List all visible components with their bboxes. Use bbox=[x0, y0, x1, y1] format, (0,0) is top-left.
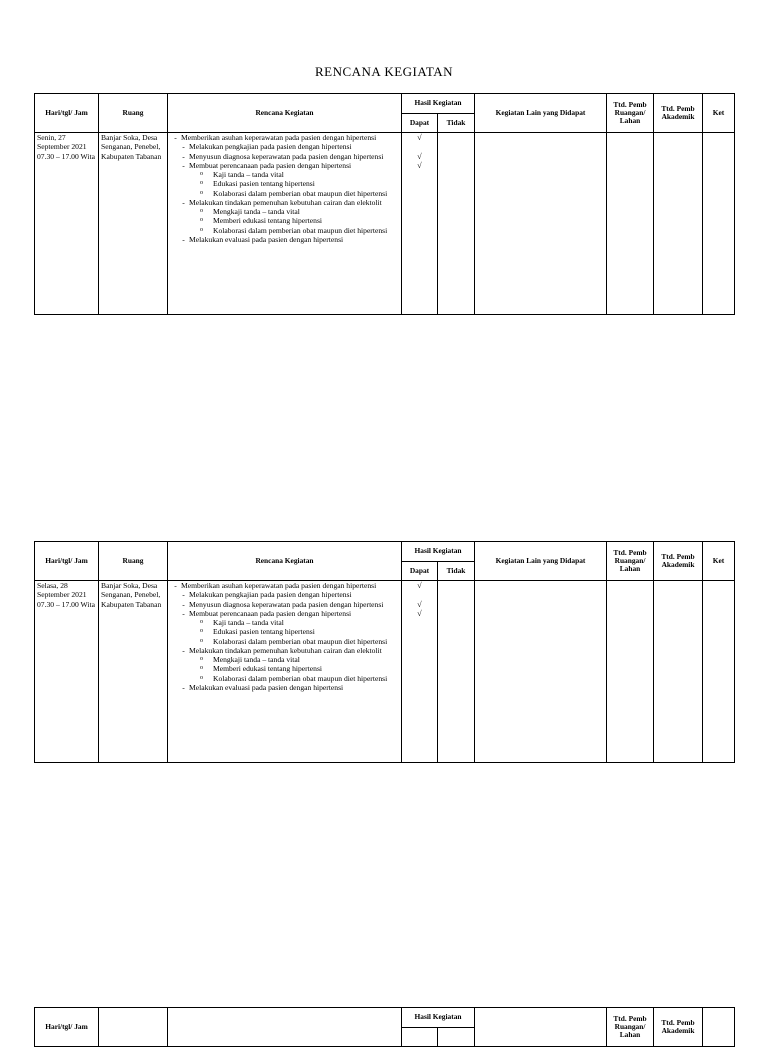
activity-subitem: o Mengkaji tanda – tanda vital bbox=[200, 655, 300, 664]
activity-item: - Membuat perencanaan pada pasien dengan hipertensi bbox=[182, 608, 352, 618]
activity-item: - Membuat perencanaan pada pasien dengan hipertensi bbox=[182, 160, 352, 170]
check-mark: √ bbox=[417, 581, 422, 590]
activity-table-2 bbox=[34, 541, 735, 763]
cell-ruang: Banjar Soka, Desa Senganan, Penebel, Kabupaten Tabanan bbox=[99, 133, 168, 315]
header-hari: Hari/tgl/ Jam bbox=[35, 94, 99, 133]
header-dapat: Dapat bbox=[402, 562, 438, 581]
header-ruang: Ruang bbox=[99, 542, 168, 581]
header-ttd-ruangan: Ttd. Pemb Ruangan/ Lahan bbox=[607, 1008, 654, 1047]
cell-hari bbox=[35, 581, 99, 763]
cell-ket bbox=[703, 133, 735, 315]
activity-subitem: o Edukasi pasien tentang hipertensi bbox=[200, 179, 315, 189]
document-title: RENCANA KEGIATAN bbox=[314, 64, 454, 79]
header-ruang: Ruang bbox=[99, 94, 168, 133]
cell-rencana bbox=[168, 133, 402, 315]
cell-rencana bbox=[168, 581, 402, 763]
header-ket bbox=[703, 1008, 735, 1047]
cell-ttd-akademik bbox=[654, 581, 703, 763]
activity-table-3 bbox=[34, 1007, 735, 1047]
activity-subitem: o Kolaborasi dalam pemberian obat maupun diet hipertensi bbox=[200, 673, 388, 683]
header-ttd-ruangan: Ttd. Pemb Ruangan/ Lahan bbox=[607, 94, 654, 133]
check-mark: √ bbox=[417, 599, 422, 609]
date-text: Senin, 27 September 2021 bbox=[37, 133, 87, 152]
check-mark: √ bbox=[417, 133, 422, 142]
header-tidak: Tidak bbox=[438, 562, 475, 581]
activity-subitem: o Kolaborasi dalam pemberian obat maupun diet hipertensi bbox=[200, 188, 388, 198]
activity-table-1 bbox=[34, 93, 735, 315]
header-ket: Ket bbox=[703, 94, 735, 133]
cell-ruang: Banjar Soka, Desa Senganan, Penebel, Kabupaten Tabanan bbox=[99, 581, 168, 763]
header-hasil: Hasil Kegiatan bbox=[402, 1008, 475, 1028]
check-mark: √ bbox=[417, 608, 422, 618]
header-rencana: Rencana Kegiatan bbox=[168, 94, 402, 133]
header-hari: Hari/tgl/ Jam bbox=[35, 1008, 99, 1047]
cell-lain bbox=[475, 133, 607, 315]
header-lain bbox=[475, 1008, 607, 1047]
activity-subitem: o Mengkaji tanda – tanda vital bbox=[200, 207, 300, 216]
activity-subitem: o Memberi edukasi tentang hipertensi bbox=[200, 664, 323, 674]
header-dapat: Dapat bbox=[402, 114, 438, 133]
cell-lain bbox=[475, 581, 607, 763]
activity-item: - Menyusun diagnosa keperawatan pada pasien dengan hipertensi bbox=[182, 599, 384, 609]
header-tidak: Tidak bbox=[438, 114, 475, 133]
activity-item: - Melakukan evaluasi pada pasien dengan hipertensi bbox=[182, 234, 344, 244]
header-hasil: Hasil Kegiatan bbox=[402, 94, 475, 114]
cell-tidak bbox=[438, 133, 475, 315]
time-text: 07.30 – 17.00 Wita bbox=[37, 599, 95, 609]
cell-ttd-akademik bbox=[654, 133, 703, 315]
cell-ket bbox=[703, 581, 735, 763]
header-dapat bbox=[402, 1028, 438, 1047]
activity-subitem: o Kolaborasi dalam pemberian obat maupun diet hipertensi bbox=[200, 636, 388, 646]
header-hari: Hari/tgl/ Jam bbox=[35, 542, 99, 581]
activity-subitem: o Memberi edukasi tentang hipertensi bbox=[200, 216, 323, 226]
check-mark: √ bbox=[417, 151, 422, 161]
date-text: Selasa, 28 September 2021 bbox=[37, 581, 87, 600]
header-ttd-ruangan: Ttd. Pemb Ruangan/ Lahan bbox=[607, 542, 654, 581]
activity-item: - Memberikan asuhan keperawatan pada pasien dengan hipertensi bbox=[174, 133, 377, 142]
cell-ttd-ruangan bbox=[607, 133, 654, 315]
header-lain: Kegiatan Lain yang Didapat bbox=[475, 94, 607, 133]
activity-subitem: o Kolaborasi dalam pemberian obat maupun diet hipertensi bbox=[200, 225, 388, 235]
header-ttd-akademik: Ttd. Pemb Akademik bbox=[654, 94, 703, 133]
time-text: 07.30 – 17.00 Wita bbox=[37, 151, 95, 161]
activity-item: - Melakukan evaluasi pada pasien dengan hipertensi bbox=[182, 682, 344, 692]
activity-item: - Melakukan tindakan pemenuhan kebutuhan cairan dan elektolit bbox=[182, 645, 382, 655]
activity-item: - Melakukan pengkajian pada pasien dengan hipertensi bbox=[182, 590, 352, 600]
cell-dapat bbox=[402, 133, 438, 315]
cell-tidak bbox=[438, 581, 475, 763]
activity-item: - Memberikan asuhan keperawatan pada pasien dengan hipertensi bbox=[174, 581, 377, 590]
header-ket: Ket bbox=[703, 542, 735, 581]
check-mark: √ bbox=[417, 160, 422, 170]
activity-item: - Melakukan pengkajian pada pasien dengan hipertensi bbox=[182, 142, 352, 152]
cell-hari bbox=[35, 133, 99, 315]
activity-subitem: o Edukasi pasien tentang hipertensi bbox=[200, 627, 315, 637]
cell-ttd-ruangan bbox=[607, 581, 654, 763]
activity-item: - Menyusun diagnosa keperawatan pada pasien dengan hipertensi bbox=[182, 151, 384, 161]
header-hasil: Hasil Kegiatan bbox=[402, 542, 475, 562]
header-ruang bbox=[99, 1008, 168, 1047]
cell-dapat bbox=[402, 581, 438, 763]
header-rencana bbox=[168, 1008, 402, 1047]
header-lain: Kegiatan Lain yang Didapat bbox=[475, 542, 607, 581]
header-tidak bbox=[438, 1028, 475, 1047]
header-ttd-akademik: Ttd. Pemb Akademik bbox=[654, 1008, 703, 1047]
activity-subitem: o Kaji tanda – tanda vital bbox=[200, 170, 284, 179]
header-rencana: Rencana Kegiatan bbox=[168, 542, 402, 581]
activity-subitem: o Kaji tanda – tanda vital bbox=[200, 618, 284, 627]
header-ttd-akademik: Ttd. Pemb Akademik bbox=[654, 542, 703, 581]
activity-item: - Melakukan tindakan pemenuhan kebutuhan cairan dan elektolit bbox=[182, 197, 382, 207]
